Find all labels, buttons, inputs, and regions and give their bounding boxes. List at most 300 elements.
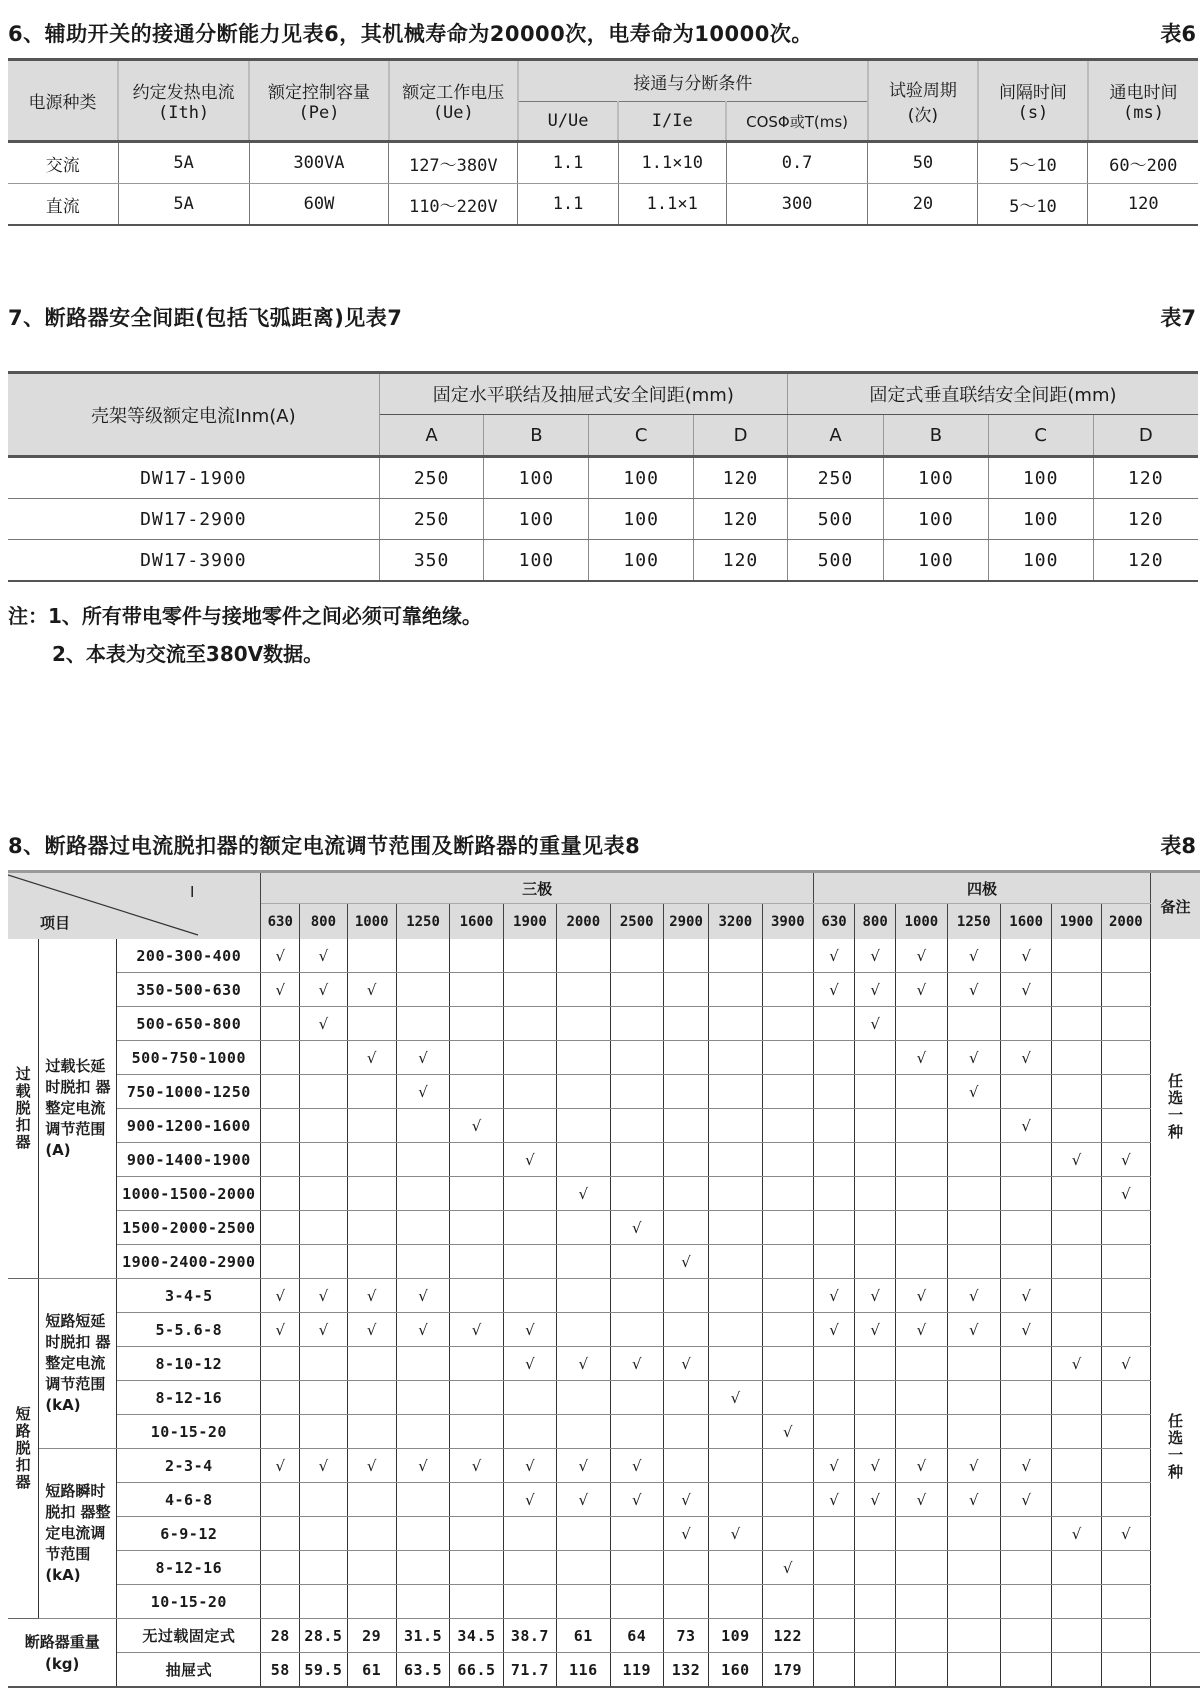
check-mark: √ <box>1000 1313 1051 1347</box>
check-mark: √ <box>396 1449 449 1483</box>
empty-cell <box>450 1007 503 1041</box>
header-three-pole-rating: 1900 <box>503 904 556 939</box>
note-1: 注：1、所有带电零件与接地零件之间必须可靠绝缘。 <box>8 604 482 628</box>
weight-value: 28 <box>261 1619 300 1653</box>
header-three-pole-rating: 800 <box>300 904 347 939</box>
empty-cell <box>1000 1245 1051 1279</box>
empty-cell <box>1052 1211 1101 1245</box>
empty-cell <box>261 1007 300 1041</box>
empty-cell <box>300 1517 347 1551</box>
empty-cell <box>503 973 556 1007</box>
check-mark: √ <box>1052 1143 1101 1177</box>
empty-cell <box>947 1347 1000 1381</box>
empty-cell <box>557 1279 610 1313</box>
empty-cell <box>1101 1585 1150 1619</box>
clearance-cell: 100 <box>589 540 694 582</box>
weight-value: 122 <box>762 1619 813 1653</box>
header-interval: 间隔时间 (s) <box>978 60 1088 142</box>
empty-cell <box>814 1211 855 1245</box>
empty-cell <box>503 1109 556 1143</box>
empty-cell <box>855 1653 896 1688</box>
header-horizontal-clearance: 固定水平联结及抽屉式安全间距(mm) <box>379 373 787 415</box>
empty-cell <box>896 1075 947 1109</box>
empty-cell <box>610 973 663 1007</box>
empty-cell <box>947 1619 1000 1653</box>
empty-cell <box>557 1585 610 1619</box>
empty-cell <box>663 1211 708 1245</box>
range-cell: 750-1000-1250 <box>117 1075 261 1109</box>
power-type-cell: 直流 <box>8 184 118 226</box>
header-four-pole-rating: 1900 <box>1052 904 1101 939</box>
header-cycles: 试验周期 (次) <box>868 60 978 142</box>
empty-cell <box>762 1483 813 1517</box>
empty-cell <box>814 1075 855 1109</box>
empty-cell <box>1052 1585 1101 1619</box>
empty-cell <box>855 1381 896 1415</box>
header-on-time: 通电时间 (ms) <box>1088 60 1198 142</box>
table-row <box>8 1109 1200 1143</box>
empty-cell <box>450 1551 503 1585</box>
weight-value: 59.5 <box>300 1653 347 1688</box>
clearance-cell: 100 <box>988 499 1093 540</box>
empty-cell <box>300 1551 347 1585</box>
empty-cell <box>261 1381 300 1415</box>
empty-cell <box>503 1517 556 1551</box>
empty-cell <box>855 1517 896 1551</box>
empty-cell <box>300 1245 347 1279</box>
header-corner <box>8 872 261 940</box>
empty-cell <box>261 1143 300 1177</box>
remark-cell <box>1151 1279 1200 1619</box>
range-cell: 10-15-20 <box>117 1585 261 1619</box>
check-mark: √ <box>1101 1347 1150 1381</box>
empty-cell <box>450 1347 503 1381</box>
header-three-pole-rating: 3900 <box>762 904 813 939</box>
note-2: 2、本表为交流至380V数据。 <box>52 642 324 666</box>
header-clearance-col: B <box>884 415 989 457</box>
value-cell: 300VA <box>249 142 389 184</box>
corner-top-label: I <box>190 883 195 901</box>
empty-cell <box>709 1143 762 1177</box>
table-row <box>8 499 1198 540</box>
empty-cell <box>396 1483 449 1517</box>
empty-cell <box>947 1653 1000 1688</box>
empty-cell <box>1101 1483 1150 1517</box>
empty-cell <box>814 1143 855 1177</box>
empty-cell <box>709 1483 762 1517</box>
empty-cell <box>1000 1653 1051 1688</box>
empty-cell <box>557 1143 610 1177</box>
check-mark: √ <box>814 973 855 1007</box>
clearance-cell: 100 <box>589 457 694 499</box>
empty-cell <box>450 1585 503 1619</box>
empty-cell <box>663 1381 708 1415</box>
value-cell: 1.1 <box>518 184 618 226</box>
empty-cell <box>1052 1109 1101 1143</box>
weight-title: 断路器重量 <box>24 1632 100 1651</box>
empty-cell <box>709 973 762 1007</box>
empty-cell <box>1052 1449 1101 1483</box>
table-row <box>8 142 1198 184</box>
check-mark: √ <box>610 1211 663 1245</box>
check-mark: √ <box>947 1279 1000 1313</box>
empty-cell <box>1000 1075 1051 1109</box>
check-mark: √ <box>503 1449 556 1483</box>
header-clearance-col: C <box>589 415 694 457</box>
weight-row <box>8 1653 1200 1688</box>
check-mark: √ <box>947 973 1000 1007</box>
range-cell: 8-12-16 <box>117 1381 261 1415</box>
header-ith: 约定发热电流 (Ith) <box>118 60 249 142</box>
check-mark: √ <box>1000 1449 1051 1483</box>
corner-item-label: 项目 <box>40 914 71 932</box>
empty-cell <box>396 1211 449 1245</box>
empty-cell <box>450 1483 503 1517</box>
value-cell: 1.1×1 <box>618 184 726 226</box>
weight-value: 160 <box>709 1653 762 1688</box>
empty-cell <box>557 973 610 1007</box>
value-cell: 300 <box>726 184 868 226</box>
table-row <box>8 939 1200 973</box>
subgroup-label: 短路瞬时脱扣 器整定电流调节范围(kA) <box>39 1449 117 1619</box>
empty-cell <box>347 1415 396 1449</box>
check-mark: √ <box>503 1347 556 1381</box>
value-cell: 60～200 <box>1088 142 1198 184</box>
header-power-type: 电源种类 <box>8 60 118 142</box>
empty-cell <box>1052 1653 1101 1688</box>
empty-cell <box>855 1075 896 1109</box>
table-row <box>8 457 1198 499</box>
empty-cell <box>663 973 708 1007</box>
check-mark: √ <box>1000 1279 1051 1313</box>
check-mark: √ <box>1000 939 1051 973</box>
empty-cell <box>1052 1041 1101 1075</box>
category-label: 过载脱扣器 <box>8 939 39 1279</box>
range-cell: 500-650-800 <box>117 1007 261 1041</box>
table-row <box>8 1075 1200 1109</box>
range-cell: 500-750-1000 <box>117 1041 261 1075</box>
empty-cell <box>347 939 396 973</box>
empty-cell <box>610 1177 663 1211</box>
header-vertical-clearance: 固定式垂直联结安全间距(mm) <box>787 373 1198 415</box>
check-mark: √ <box>663 1483 708 1517</box>
value-cell: 127～380V <box>389 142 518 184</box>
empty-cell <box>450 1075 503 1109</box>
clearance-cell: 250 <box>787 457 883 499</box>
clearance-cell: 100 <box>884 457 989 499</box>
empty-cell <box>396 1517 449 1551</box>
clearance-cell: 120 <box>1093 457 1198 499</box>
subgroup-label: 过载长延时脱扣 器整定电流调节范围(A) <box>39 939 117 1279</box>
empty-cell <box>1101 1313 1150 1347</box>
table-row <box>8 973 1200 1007</box>
table-row <box>8 1347 1200 1381</box>
empty-cell <box>855 1211 896 1245</box>
empty-cell <box>709 1177 762 1211</box>
empty-cell <box>1052 1279 1101 1313</box>
header-u-ue: U/Ue <box>518 102 618 142</box>
empty-cell <box>663 1075 708 1109</box>
empty-cell <box>814 1517 855 1551</box>
empty-cell <box>947 1415 1000 1449</box>
weight-unit: (kg) <box>44 1654 80 1673</box>
empty-cell <box>261 1211 300 1245</box>
check-mark: √ <box>261 973 300 1007</box>
check-mark: √ <box>855 973 896 1007</box>
table-row <box>8 1279 1200 1313</box>
check-mark: √ <box>896 1449 947 1483</box>
check-mark: √ <box>855 1279 896 1313</box>
empty-cell <box>762 1449 813 1483</box>
range-cell: 1000-1500-2000 <box>117 1177 261 1211</box>
empty-cell <box>396 1381 449 1415</box>
empty-cell <box>814 1007 855 1041</box>
empty-cell <box>610 1517 663 1551</box>
clearance-cell: 100 <box>589 499 694 540</box>
check-mark: √ <box>663 1245 708 1279</box>
empty-cell <box>762 1245 813 1279</box>
empty-cell <box>347 1347 396 1381</box>
header-clearance-col: B <box>484 415 589 457</box>
weight-value: 71.7 <box>503 1653 556 1688</box>
empty-cell <box>1000 1007 1051 1041</box>
empty-cell <box>814 1347 855 1381</box>
empty-cell <box>557 1517 610 1551</box>
empty-cell <box>300 1585 347 1619</box>
empty-cell <box>1101 1619 1150 1653</box>
empty-cell <box>503 1279 556 1313</box>
clearance-cell: 120 <box>694 499 788 540</box>
empty-cell <box>1101 1415 1150 1449</box>
empty-cell <box>709 1415 762 1449</box>
empty-cell <box>450 1517 503 1551</box>
weight-value: 63.5 <box>396 1653 449 1688</box>
empty-cell <box>450 1415 503 1449</box>
table-row <box>8 1245 1200 1279</box>
empty-cell <box>610 1109 663 1143</box>
empty-cell <box>947 1211 1000 1245</box>
check-mark: √ <box>300 1449 347 1483</box>
empty-cell <box>1052 1415 1101 1449</box>
check-mark: √ <box>1000 1041 1051 1075</box>
check-mark: √ <box>300 1007 347 1041</box>
empty-cell <box>947 1143 1000 1177</box>
value-cell: 5A <box>118 184 249 226</box>
empty-cell <box>300 1483 347 1517</box>
empty-cell <box>261 1517 300 1551</box>
header-four-pole-rating: 630 <box>814 904 855 939</box>
empty-cell <box>1101 1381 1150 1415</box>
empty-cell <box>762 1211 813 1245</box>
auxiliary-switch-table <box>8 58 1198 226</box>
range-cell: 4-6-8 <box>117 1483 261 1517</box>
check-mark: √ <box>347 1041 396 1075</box>
empty-cell <box>814 1585 855 1619</box>
weight-value: 66.5 <box>450 1653 503 1688</box>
range-cell: 350-500-630 <box>117 973 261 1007</box>
header-three-pole-rating: 1000 <box>347 904 396 939</box>
empty-cell <box>1101 1109 1150 1143</box>
empty-cell <box>663 1007 708 1041</box>
table-row <box>8 1483 1200 1517</box>
empty-cell <box>396 1585 449 1619</box>
range-cell: 3-4-5 <box>117 1279 261 1313</box>
weight-value: 132 <box>663 1653 708 1688</box>
empty-cell <box>947 1177 1000 1211</box>
empty-cell <box>709 1449 762 1483</box>
empty-cell <box>947 1381 1000 1415</box>
empty-cell <box>947 1551 1000 1585</box>
empty-cell <box>1151 1619 1200 1653</box>
range-cell: 900-1400-1900 <box>117 1143 261 1177</box>
check-mark: √ <box>450 1449 503 1483</box>
section8-title: 8、断路器过电流脱扣器的额定电流调节范围及断路器的重量见表8 <box>8 834 641 858</box>
header-clearance-col: A <box>379 415 484 457</box>
empty-cell <box>814 1177 855 1211</box>
table-row <box>8 1449 1200 1483</box>
check-mark: √ <box>261 939 300 973</box>
category-label: 短路脱扣器 <box>8 1279 39 1619</box>
header-clearance-col: A <box>787 415 883 457</box>
weight-type: 无过载固定式 <box>117 1619 261 1653</box>
empty-cell <box>1101 939 1150 973</box>
empty-cell <box>762 1517 813 1551</box>
empty-cell <box>1052 973 1101 1007</box>
empty-cell <box>762 1279 813 1313</box>
header-three-pole-rating: 630 <box>261 904 300 939</box>
empty-cell <box>300 1143 347 1177</box>
empty-cell <box>610 1313 663 1347</box>
empty-cell <box>1052 1551 1101 1585</box>
empty-cell <box>610 1381 663 1415</box>
empty-cell <box>300 1109 347 1143</box>
empty-cell <box>814 1619 855 1653</box>
empty-cell <box>1052 1007 1101 1041</box>
weight-value: 61 <box>347 1653 396 1688</box>
range-cell: 10-15-20 <box>117 1415 261 1449</box>
check-mark: √ <box>663 1517 708 1551</box>
empty-cell <box>1101 1245 1150 1279</box>
empty-cell <box>396 1109 449 1143</box>
empty-cell <box>610 1245 663 1279</box>
check-mark: √ <box>557 1177 610 1211</box>
check-mark: √ <box>450 1109 503 1143</box>
empty-cell <box>610 1279 663 1313</box>
empty-cell <box>1000 1585 1051 1619</box>
check-mark: √ <box>1000 1109 1051 1143</box>
check-mark: √ <box>663 1347 708 1381</box>
empty-cell <box>709 1585 762 1619</box>
model-cell: DW17-3900 <box>8 540 379 582</box>
empty-cell <box>261 1585 300 1619</box>
empty-cell <box>1052 1313 1101 1347</box>
empty-cell <box>450 939 503 973</box>
table-row <box>8 1313 1200 1347</box>
empty-cell <box>896 1551 947 1585</box>
empty-cell <box>709 1075 762 1109</box>
range-cell: 1900-2400-2900 <box>117 1245 261 1279</box>
check-mark: √ <box>261 1449 300 1483</box>
empty-cell <box>709 1313 762 1347</box>
check-mark: √ <box>855 1313 896 1347</box>
check-mark: √ <box>557 1449 610 1483</box>
empty-cell <box>1000 1619 1051 1653</box>
check-mark: √ <box>947 939 1000 973</box>
check-mark: √ <box>814 939 855 973</box>
empty-cell <box>503 1075 556 1109</box>
empty-cell <box>610 1415 663 1449</box>
empty-cell <box>347 1075 396 1109</box>
section7-table-number: 表7 <box>1160 306 1196 330</box>
table-row <box>8 1041 1200 1075</box>
check-mark: √ <box>300 939 347 973</box>
remark-cell <box>1151 939 1200 1279</box>
empty-cell <box>1000 1551 1051 1585</box>
empty-cell <box>1052 1619 1101 1653</box>
empty-cell <box>503 1041 556 1075</box>
subgroup-label: 短路短延时脱扣 器整定电流调节范围(kA) <box>39 1279 117 1449</box>
table-row <box>8 540 1198 582</box>
header-three-pole-rating: 2900 <box>663 904 708 939</box>
empty-cell <box>1101 1551 1150 1585</box>
header-cos: COSΦ或T(ms) <box>726 102 868 142</box>
empty-cell <box>709 1245 762 1279</box>
empty-cell <box>855 1177 896 1211</box>
empty-cell <box>396 1551 449 1585</box>
empty-cell <box>557 1551 610 1585</box>
empty-cell <box>1052 1483 1101 1517</box>
check-mark: √ <box>855 939 896 973</box>
range-cell: 200-300-400 <box>117 939 261 973</box>
check-mark: √ <box>261 1279 300 1313</box>
empty-cell <box>855 1109 896 1143</box>
value-cell: 120 <box>1088 184 1198 226</box>
value-cell: 5～10 <box>978 142 1088 184</box>
empty-cell <box>300 1075 347 1109</box>
empty-cell <box>450 1041 503 1075</box>
empty-cell <box>1000 1381 1051 1415</box>
check-mark: √ <box>503 1313 556 1347</box>
empty-cell <box>762 1381 813 1415</box>
empty-cell <box>450 1211 503 1245</box>
empty-cell <box>896 1245 947 1279</box>
weight-label <box>8 1619 117 1688</box>
weight-value: 116 <box>557 1653 610 1688</box>
weight-value: 64 <box>610 1619 663 1653</box>
check-mark: √ <box>896 1279 947 1313</box>
empty-cell <box>557 1313 610 1347</box>
empty-cell <box>814 1381 855 1415</box>
table-row <box>8 1143 1200 1177</box>
check-mark: √ <box>762 1415 813 1449</box>
empty-cell <box>300 1177 347 1211</box>
range-cell: 8-10-12 <box>117 1347 261 1381</box>
check-mark: √ <box>896 939 947 973</box>
table-row <box>8 1007 1200 1041</box>
header-four-pole: 四极 <box>814 872 1151 904</box>
empty-cell <box>709 1211 762 1245</box>
check-mark: √ <box>396 1041 449 1075</box>
check-mark: √ <box>300 1279 347 1313</box>
check-mark: √ <box>396 1075 449 1109</box>
empty-cell <box>1000 1143 1051 1177</box>
table-row <box>8 184 1198 226</box>
trip-unit-range-table <box>8 870 1200 1688</box>
empty-cell <box>300 1041 347 1075</box>
value-cell: 50 <box>868 142 978 184</box>
empty-cell <box>762 1007 813 1041</box>
clearance-cell: 100 <box>988 457 1093 499</box>
